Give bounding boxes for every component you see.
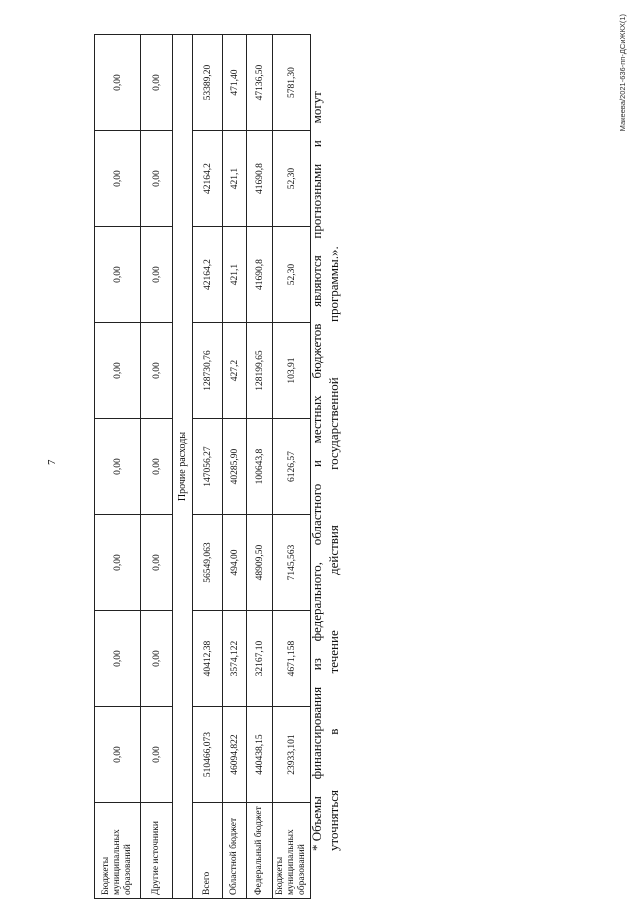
footnote-word: прогнозными — [309, 163, 324, 239]
table-row — [247, 35, 273, 899]
footnote-word: и — [309, 460, 324, 468]
table-row — [273, 35, 311, 899]
row-label: Другие источники — [141, 803, 173, 899]
table-cell: 0,00 — [141, 227, 173, 323]
table-cell: 0,00 — [141, 611, 173, 707]
table-cell: 0,00 — [95, 515, 141, 611]
table-cell: 46094,822 — [223, 707, 247, 803]
table-cell: 32167,10 — [247, 611, 273, 707]
row-label: Областной бюджет — [223, 803, 247, 899]
footnote-word: финансирования — [309, 686, 324, 780]
table-cell: 0,00 — [95, 131, 141, 227]
footnote-word: программы.». — [326, 246, 341, 323]
table-cell: 40412,38 — [193, 611, 223, 707]
table-cell: 52,30 — [273, 227, 311, 323]
table-cell: 147056,27 — [193, 419, 223, 515]
table-cell: 421,1 — [223, 227, 247, 323]
table-cell: 510466,073 — [193, 707, 223, 803]
budget-table — [94, 34, 311, 899]
table-row — [141, 35, 173, 899]
table-cell: 0,00 — [95, 707, 141, 803]
table-row — [223, 35, 247, 899]
table-cell: 0,00 — [141, 131, 173, 227]
table-cell: 40285,90 — [223, 419, 247, 515]
footnote-word: могут — [309, 91, 324, 124]
table-cell: 41690,8 — [247, 131, 273, 227]
row-label: Бюджеты муниципальных образований — [95, 803, 141, 899]
table-cell: 0,00 — [141, 707, 173, 803]
table-cell: 0,00 — [141, 515, 173, 611]
table-cell: 0,00 — [95, 35, 141, 131]
footnote-word: федерального, — [309, 561, 324, 642]
table-cell: 41690,8 — [247, 227, 273, 323]
table-cell: 0,00 — [141, 35, 173, 131]
row-label: Всего — [193, 803, 223, 899]
footnote-word: местных — [309, 395, 324, 444]
footnote-word: * Объемы — [309, 796, 324, 851]
row-label: Бюджеты муниципальных образований — [273, 803, 311, 899]
table-cell: 6126,57 — [273, 419, 311, 515]
table-cell: 56549,063 — [193, 515, 223, 611]
footnote-word: действия — [326, 525, 341, 576]
table-cell: 53389,20 — [193, 35, 223, 131]
table-cell: 100643,8 — [247, 419, 273, 515]
section-title: Прочие расходы — [173, 35, 193, 899]
footnote — [308, 91, 342, 851]
table-cell: 0,00 — [95, 227, 141, 323]
footnote-word: областного — [309, 483, 324, 546]
footnote-line-1 — [308, 91, 325, 851]
footnote-word: являются — [309, 255, 324, 307]
footnote-word: из — [309, 658, 324, 671]
table-cell: 128199,65 — [247, 323, 273, 419]
document-id: Макеева/2021-636-пп-ДСиЖКХ(1) — [618, 14, 627, 132]
table-row — [95, 35, 141, 899]
page-number: 7 — [46, 459, 58, 465]
table-row — [193, 35, 223, 899]
table-cell: 5781,30 — [273, 35, 311, 131]
table-cell: 103,91 — [273, 323, 311, 419]
footnote-line-2 — [325, 91, 342, 851]
table-cell: 421,1 — [223, 131, 247, 227]
footnote-word: течение — [326, 630, 341, 674]
table-cell: 440438,15 — [247, 707, 273, 803]
table-cell: 7145,563 — [273, 515, 311, 611]
footnote-word: государственной — [326, 377, 341, 470]
table-cell: 0,00 — [95, 419, 141, 515]
footnote-word: уточняться — [326, 789, 341, 851]
table-cell: 128730,76 — [193, 323, 223, 419]
table-cell: 0,00 — [141, 419, 173, 515]
table-cell: 0,00 — [141, 323, 173, 419]
row-label: Федеральный бюджет — [247, 803, 273, 899]
table-cell: 48909,50 — [247, 515, 273, 611]
table-cell: 42164,2 — [193, 227, 223, 323]
table-cell: 0,00 — [95, 323, 141, 419]
table-cell: 3574,122 — [223, 611, 247, 707]
table-cell: 0,00 — [95, 611, 141, 707]
section-row — [173, 35, 193, 899]
table-cell: 4671,158 — [273, 611, 311, 707]
table-cell: 52,30 — [273, 131, 311, 227]
footnote-word: и — [309, 140, 324, 148]
table-cell: 427,2 — [223, 323, 247, 419]
footnote-word: бюджетов — [309, 323, 324, 379]
table-cell: 47136,50 — [247, 35, 273, 131]
table-cell: 23933,101 — [273, 707, 311, 803]
footnote-word: в — [326, 728, 341, 735]
table-cell: 471,40 — [223, 35, 247, 131]
table-cell: 494,00 — [223, 515, 247, 611]
table-cell: 42164,2 — [193, 131, 223, 227]
